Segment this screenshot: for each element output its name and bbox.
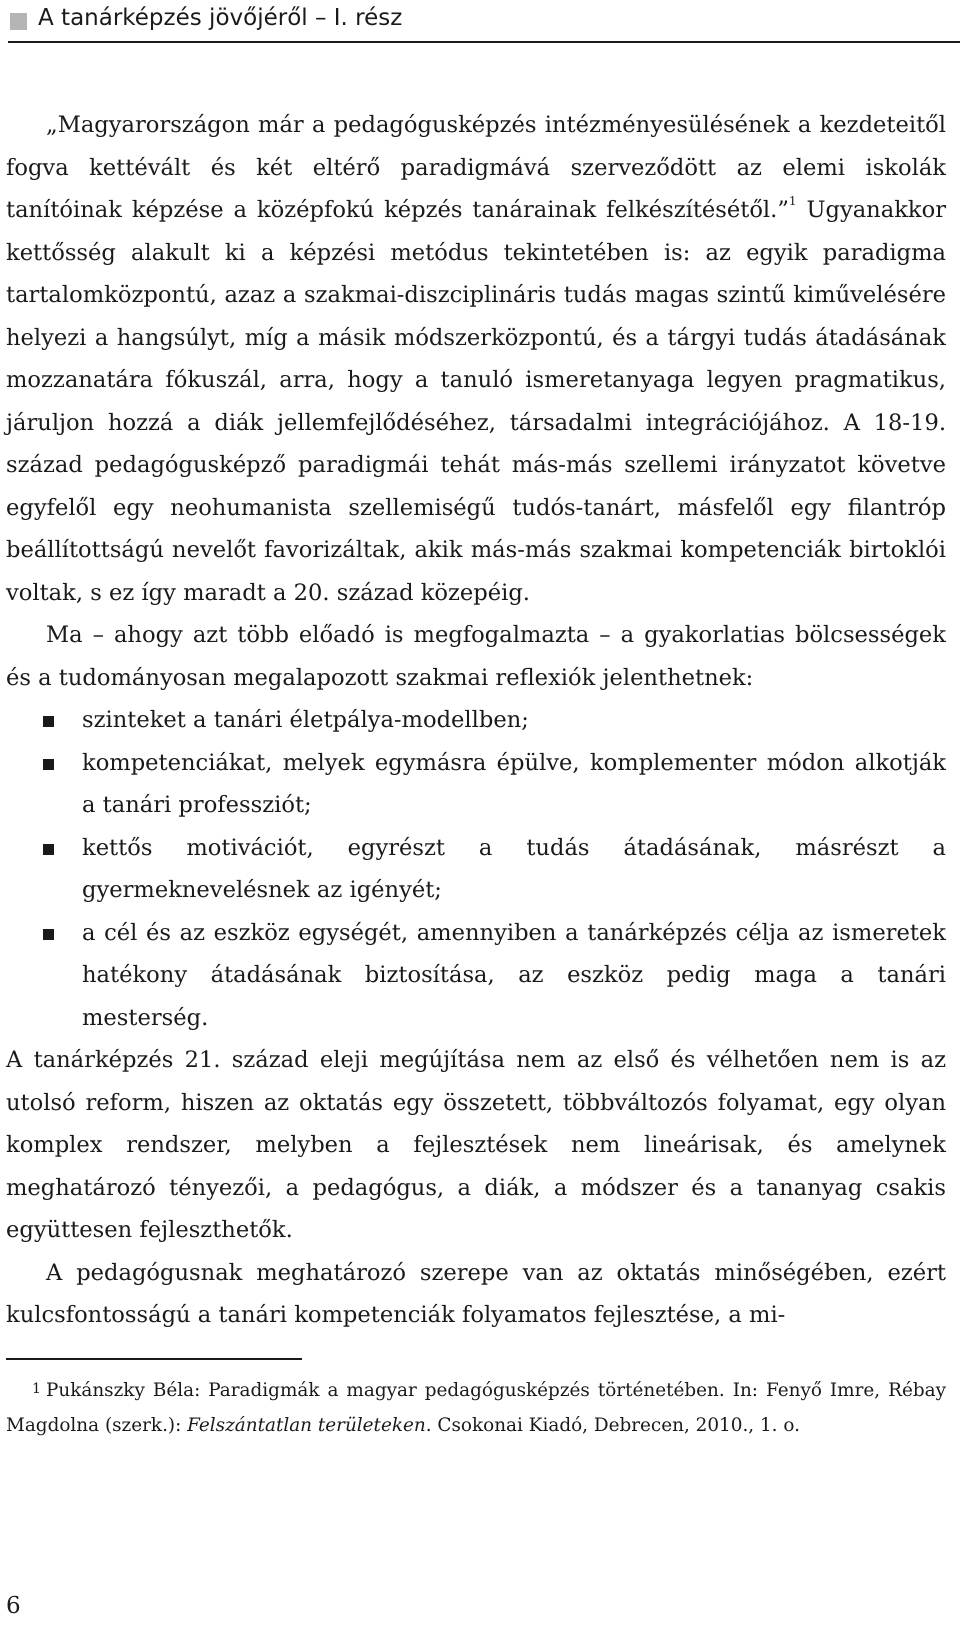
list-item: a cél és az eszköz egységét, amennyiben a tanárképzés célja az ismeretek hatékony átadásának biztosítása, az eszköz pedig maga a tanári mesterség. bbox=[6, 912, 946, 1040]
footnote-title: Felszántatlan területeken bbox=[187, 1414, 426, 1436]
list-item: szinteket a tanári életpálya-modellben; bbox=[6, 699, 946, 742]
square-bullet-icon bbox=[43, 759, 54, 770]
list-item: kettős motivációt, egyrészt a tudás átadásának, másrészt a gyermeknevelésnek az igényét; bbox=[6, 827, 946, 912]
footnote-text-after: . Csokonai Kiadó, Debrecen, 2010., 1. o. bbox=[425, 1414, 800, 1436]
header-title: A tanárképzés jövőjéről – I. rész bbox=[38, 5, 403, 31]
footnote-rule bbox=[6, 1358, 302, 1360]
square-bullet-icon bbox=[43, 716, 54, 727]
paragraph-3: A tanárképzés 21. század eleji megújítása nem az első és vélhetően nem is az utolsó reform, hiszen az oktatás egy összetett, többváltozós folyamat, egy olyan komplex rendszer, melyben a fejlesztések nem lineárisak, és amelynek meghatározó tényezői, a pedagógus, a diák, a módszer és a tananyag csakis együttesen fejleszthetők. bbox=[6, 1047, 946, 1243]
header-square-icon bbox=[10, 13, 27, 30]
footnote-text-before: Pukánszky Béla: Paradigmák a magyar pedagógusképzés történetében. In: Fenyő Imre, Rébay Magdolna (szerk.): bbox=[6, 1380, 946, 1436]
body-text bbox=[6, 104, 946, 1337]
square-bullet-icon bbox=[43, 929, 54, 940]
footnote-ref[interactable]: 1 bbox=[788, 194, 797, 208]
square-bullet-icon bbox=[43, 844, 54, 855]
page-number: 6 bbox=[6, 1593, 21, 1619]
paragraph-4: A pedagógusnak meghatározó szerepe van az oktatás minőségében, ezért kulcsfontosságú a tanári kompetenciák folyamatos fejlesztése, a mi- bbox=[6, 1259, 946, 1328]
quote-text: „Magyarországon már a pedagógusképzés intézményesülésének a kezdeteitől fogva kettévált és két eltérő paradigmává szerveződött az elemi iskolák tanítóinak képzése a középfokú képzés tanárainak felkészítésétől.” bbox=[6, 112, 946, 223]
paragraph-1 bbox=[6, 104, 946, 614]
footnote bbox=[6, 1372, 946, 1443]
list-item: kompetenciákat, melyek egymásra épülve, komplementer módon alkotják a tanári professziót; bbox=[6, 742, 946, 827]
paragraph-2: Ma – ahogy azt több előadó is megfogalmazta – a gyakorlatias bölcsességek és a tudományosan megalapozott szakmai reflexiók jelenthetnek: bbox=[6, 622, 946, 691]
paragraph-1-rest: Ugyanakkor kettősség alakult ki a képzési metódus tekintetében is: az egyik paradigma tartalomközpontú, azaz a szakmai-diszciplináris tudás magas szintű kiművelésére helyezi a hangsúlyt, míg a másik módszerközpontú, és a tárgyi tudás átadásának mozzanatára fókuszál, arra, hogy a tanuló ismeretanyaga legyen pragmatikus, járuljon hozzá a diák jellemfejlődéséhez, társadalmi integrációjához. A 18-19. század pedagógusképző paradigmái tehát más-más szellemi irányzatot követve egyfelől egy neohumanista szellemiségű tudós-tanárt, másfelől egy filantróp beállítottságú nevelőt favorizáltak, akik más-más szakmai kompetenciák birtoklói voltak, s ez így maradt a 20. század közepéig. bbox=[6, 197, 946, 606]
footnote-number: 1 bbox=[32, 1381, 41, 1397]
header-rule bbox=[8, 41, 960, 43]
bullet-list bbox=[6, 699, 946, 1039]
running-header bbox=[8, 2, 960, 46]
